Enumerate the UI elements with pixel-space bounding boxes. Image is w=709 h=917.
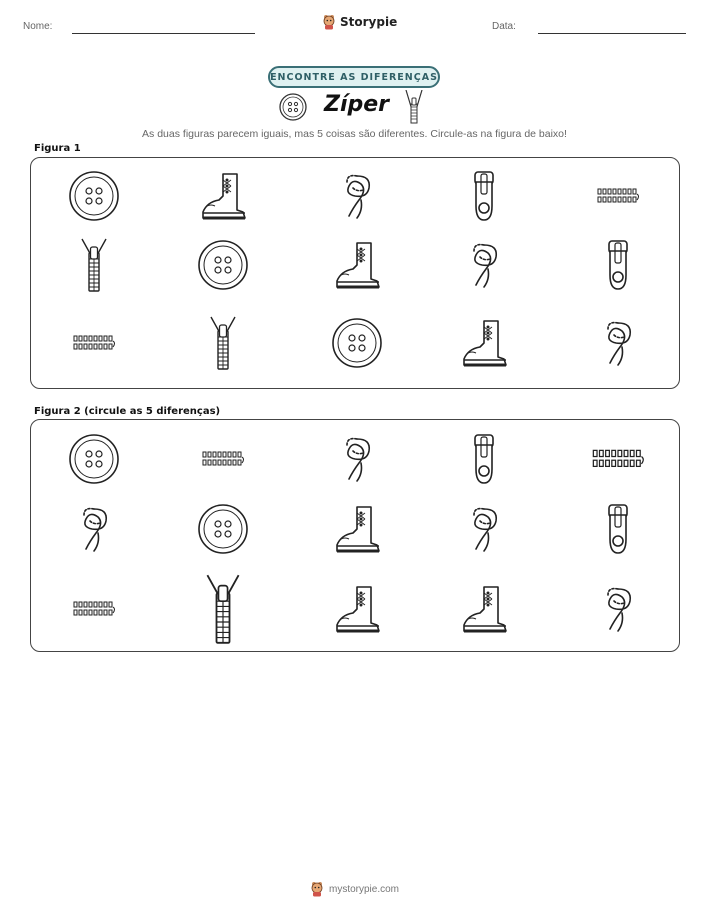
date-line[interactable] [538,33,686,34]
page-title: Zíper [324,92,390,117]
figure2-rope-icon[interactable] [64,499,124,559]
category-badge: ENCONTRE AS DIFERENÇAS [268,66,440,88]
figure2-boot-icon[interactable] [327,579,387,639]
figure1-zipper-icon [64,235,124,295]
storypie-mascot-icon [310,881,324,897]
name-label: Nome: [23,21,53,32]
figure1-boot-icon [454,313,514,373]
button-icon [278,92,308,122]
figure2-rope-icon[interactable] [588,579,648,639]
figure1-boot-icon [193,166,253,226]
figure1-button-icon [64,166,124,226]
figure2-button-icon[interactable] [64,429,124,489]
footer-site: mystorypie.com [328,883,399,895]
figure2-rope-icon[interactable] [454,499,514,559]
figure1-button-icon [327,313,387,373]
figure2-zipper-tape-icon[interactable] [193,429,253,489]
figure2-label: Figura 2 (circule as 5 diferenças) [34,406,221,417]
name-line[interactable] [72,33,255,34]
figure1-zipper-tape-icon [64,313,124,373]
figure1-boot-icon [327,235,387,295]
figure1-zipper-pull-icon [454,166,514,226]
title-row [276,90,436,126]
figure1-rope-icon [588,313,648,373]
brand-logo [322,14,397,30]
figure1-zipper-pull-icon [588,235,648,295]
figure1-rope-icon [327,166,387,226]
instructions: As duas figuras parecem iguais, mas 5 coisas são diferentes. Circule-as na figura de baixo! [142,128,567,140]
date-label: Data: [492,21,516,32]
figure1-zipper-icon [193,313,253,373]
figure2-zipper-tape-icon[interactable] [64,579,124,639]
figure1-zipper-tape-icon [588,166,648,226]
figure2-zipper-tape-icon[interactable] [581,422,655,496]
brand-name: Storypie [340,15,398,29]
figure2-boot-icon[interactable] [454,579,514,639]
figure2-zipper-pull-icon[interactable] [588,499,648,559]
footer [0,881,709,897]
figure1-rope-icon [454,235,514,295]
storypie-mascot-icon [322,14,336,30]
figure2-zipper-pull-icon[interactable] [454,429,514,489]
figure2-boot-icon[interactable] [327,499,387,559]
figure1-button-icon [193,235,253,295]
figure2-zipper-icon[interactable] [184,570,262,648]
figure1-label: Figura 1 [34,143,81,154]
zipper-icon [404,90,424,124]
figure2-button-icon[interactable] [193,499,253,559]
figure2-rope-icon[interactable] [327,429,387,489]
